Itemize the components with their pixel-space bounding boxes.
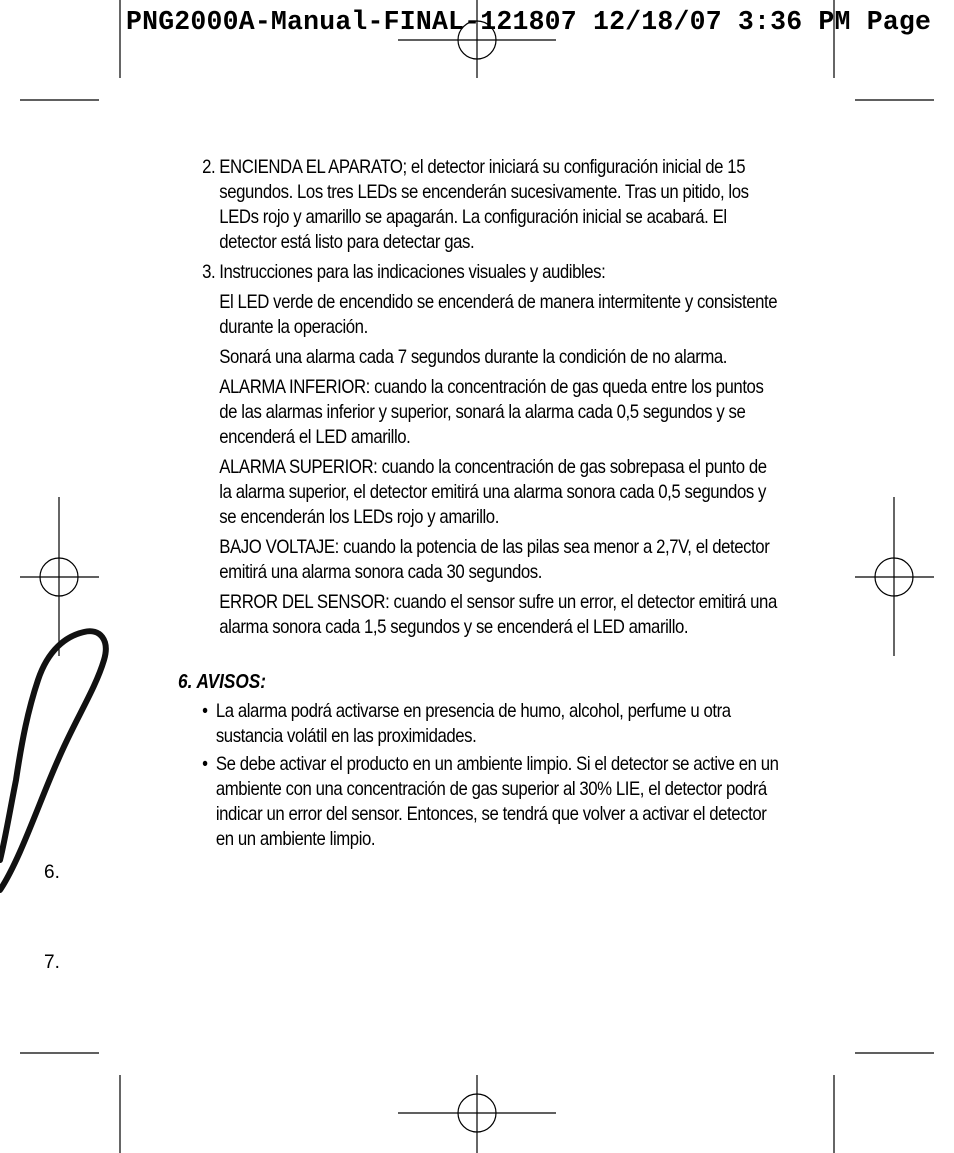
step-number: 2. [202, 156, 216, 178]
printer-slug: PNG2000A-Manual-FINAL-121807 12/18/07 3:36 PM Page [126, 7, 932, 37]
warning-bullet [178, 699, 780, 749]
section-title-avisos: 6. AVISOS: [178, 671, 266, 693]
registration-mark-bottom [398, 1075, 556, 1153]
bullet-glyph: • [202, 700, 208, 722]
step-text: ENCIENDA EL APARATO; el detector iniciará su configuración inicial de 15 segundos. Los tres LEDs se encenderán sucesivamente. Tras un pitido, los LEDs rojo y amarillo se apagarán. La configuración inicial se acabará. El detector está listo para detectar gas. [219, 156, 749, 253]
indicator-paragraph: ALARMA INFERIOR: cuando la concentración de gas queda entre los puntos de las alarmas inferior y superior, sonará la alarma cada 0,5 segundos y se encenderá el LED amarillo. [219, 376, 764, 448]
bullet-text: Se debe activar el producto en un ambiente limpio. Si el detector se active en un ambiente con una concentración de gas superior al 30% LIE, el detector podrá indicar un error del sensor. Entonces, se tendrá que volver a activar el detector en un ambiente limpio. [215, 753, 779, 850]
indicator-paragraph: Sonará una alarma cada 7 segundos durante la condición de no alarma. [219, 346, 728, 368]
step-text: Instrucciones para las indicaciones visuales y audibles: [219, 261, 606, 283]
indicator-paragraph: El LED verde de encendido se encenderá de manera intermitente y consistente durante la operación. [219, 291, 778, 338]
step-item [178, 155, 780, 255]
registration-mark-top [398, 0, 556, 78]
manual-content [178, 155, 778, 855]
indicator-paragraph: ALARMA SUPERIOR: cuando la concentración de gas sobrepasa el punto de la alarma superior, el detector emitirá una alarma sonora cada 0,5 segundos y se encenderán los LEDs rojo y amarillo. [219, 456, 767, 528]
warning-bullet [178, 752, 780, 852]
side-number-6: 6. [44, 862, 60, 883]
scan-artifact-strap [0, 631, 106, 890]
indicator-paragraph: BAJO VOLTAJE: cuando la potencia de las pilas sea menor a 2,7V, el detector emitirá una alarma sonora cada 30 segundos. [219, 536, 770, 583]
step-item [178, 260, 780, 285]
bullet-text: La alarma podrá activarse en presencia de humo, alcohol, perfume u otra sustancia volátil en las proximidades. [215, 700, 731, 747]
bullet-glyph: • [202, 753, 208, 775]
registration-mark-right [855, 497, 934, 656]
indicator-paragraph: ERROR DEL SENSOR: cuando el sensor sufre un error, el detector emitirá una alarma sonora cada 1,5 segundos y se encenderá el LED amarillo. [219, 591, 777, 638]
step-number: 3. [202, 261, 216, 283]
side-number-7: 7. [44, 952, 60, 973]
